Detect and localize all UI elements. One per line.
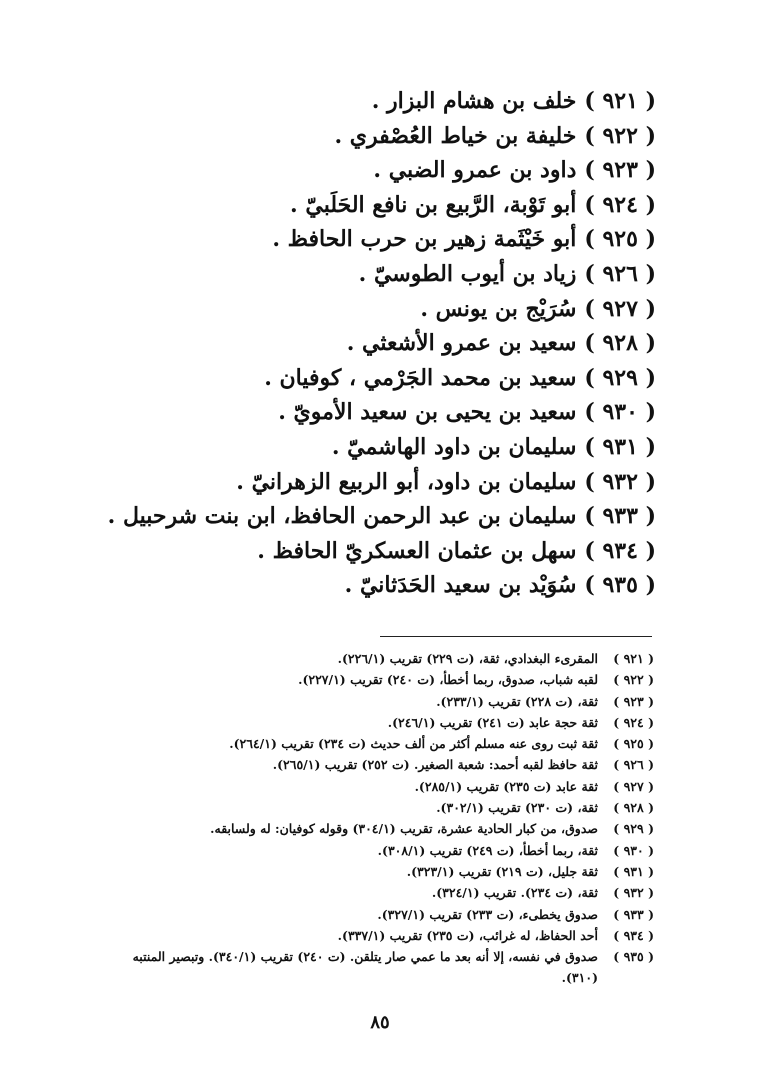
footnote-number: ( ٩٣٥ ) bbox=[613, 949, 654, 965]
entry-number: ( ٩٢٤ ) bbox=[584, 191, 656, 218]
footnote-text: ثقة، (ت ٢٣٠) تقريب (٣٠٢/١). bbox=[436, 800, 598, 816]
entry-number: ( ٩٢٦ ) bbox=[584, 260, 656, 287]
footnote bbox=[74, 840, 654, 861]
footnote-number: ( ٩٣١ ) bbox=[613, 863, 654, 879]
footnote-text: ثقة، (ت ٢٣٤). تقريب (٣٢٤/١). bbox=[431, 885, 598, 901]
footnote-continuation: (٣١٠). bbox=[561, 970, 598, 986]
entry-number: ( ٩٢٢ ) bbox=[584, 122, 656, 149]
footnote bbox=[74, 712, 654, 733]
entry-number: ( ٩٢٩ ) bbox=[584, 364, 656, 391]
page-number: ٨٥ bbox=[370, 1012, 390, 1033]
entry-text: سليمان بن داود، أبو الربيع الزهرانيّ . bbox=[236, 468, 577, 495]
footnote-text: ثقة، (ت ٢٢٨) تقريب (٢٣٣/١). bbox=[436, 693, 598, 709]
footnote bbox=[74, 776, 654, 797]
entry-number: ( ٩٣٥ ) bbox=[584, 572, 656, 599]
footnote bbox=[74, 797, 654, 818]
footnote-text: ثقة، ربما أخطأ، (ت ٢٤٩) تقريب (٣٠٨/١). bbox=[377, 842, 598, 858]
entry-number: ( ٩٣٣ ) bbox=[584, 503, 656, 530]
list-item bbox=[96, 257, 656, 292]
list-item bbox=[96, 188, 656, 223]
footnote-number: ( ٩٢١ ) bbox=[613, 651, 654, 666]
entry-text: سليمان بن عبد الرحمن الحافظ، ابن بنت شرحبيل . bbox=[107, 503, 577, 530]
entry-text: أبو خَيْثَمة زهير بن حرب الحافظ . bbox=[272, 226, 577, 253]
footnote-number: ( ٩٢٩ ) bbox=[613, 821, 654, 837]
entry-text: سعيد بن يحيى بن سعيد الأمويّ . bbox=[278, 399, 577, 426]
footnote-text: المقرىء البغدادي، ثقة، (ت ٢٢٩) تقريب (٢٢٦/١). bbox=[337, 651, 598, 666]
footnote-number: ( ٩٢٦ ) bbox=[613, 757, 654, 773]
footnote bbox=[74, 648, 654, 669]
entry-number: ( ٩٣٠ ) bbox=[584, 399, 656, 426]
footnote bbox=[74, 733, 654, 754]
footnote bbox=[74, 754, 654, 775]
footnote-text: صدوق في نفسه، إلا أنه بعد ما عمي صار يتلقن. (ت ٢٤٠) تقريب (٣٤٠/١). وتبصير المنتبه bbox=[132, 949, 598, 965]
list-item bbox=[96, 361, 656, 396]
entry-text: سعيد بن محمد الجَرْمي ، كوفيان . bbox=[264, 364, 577, 391]
footnote-text: صدوق يخطىء، (ت ٢٣٣) تقريب (٣٢٧/١). bbox=[377, 906, 598, 922]
entry-text: سهل بن عثمان العسكريّ الحافظ . bbox=[257, 537, 577, 564]
footnote-text: أحد الحفاظ، له غرائب، (ت ٢٣٥) تقريب (٣٣٧/١). bbox=[337, 927, 598, 943]
list-item bbox=[96, 430, 656, 465]
entry-number: ( ٩٢٣ ) bbox=[584, 157, 656, 184]
list-item bbox=[96, 395, 656, 430]
footnote-text: ثقة جليل، (ت ٢١٩) تقريب (٣٢٣/١). bbox=[406, 863, 598, 879]
entry-text: خليفة بن خياط العُصْفري . bbox=[334, 122, 577, 149]
entry-number: ( ٩٣٤ ) bbox=[584, 537, 656, 564]
footnote-number: ( ٩٢٤ ) bbox=[613, 714, 654, 730]
list-item bbox=[96, 292, 656, 327]
footnote bbox=[74, 946, 654, 986]
footnote-text: ثقة حافظ لقبه أحمد: شعبة الصغير. (ت ٢٥٢) تقريب (٢٦٥/١). bbox=[272, 757, 598, 773]
footnote-text: ثقة عابد (ت ٢٣٥) تقريب (٢٨٥/١). bbox=[414, 778, 598, 794]
entry-number: ( ٩٢٨ ) bbox=[584, 330, 656, 357]
footnote-text: لقبه شباب، صدوق، ربما أخطأ، (ت ٢٤٠) تقريب (٢٢٧/١). bbox=[298, 672, 598, 688]
footnote-number: ( ٩٣٠ ) bbox=[613, 842, 654, 858]
entry-text: سعيد بن عمرو الأشعثي . bbox=[346, 330, 577, 357]
entry-text: زياد بن أيوب الطوسيّ . bbox=[358, 260, 577, 287]
list-item bbox=[96, 326, 656, 361]
entry-number: ( ٩٢٧ ) bbox=[584, 295, 656, 322]
entry-text: داود بن عمرو الضبي . bbox=[373, 157, 577, 184]
list-item bbox=[96, 222, 656, 257]
entry-number: ( ٩٣٢ ) bbox=[584, 468, 656, 495]
footnote-divider bbox=[380, 636, 652, 637]
footnote bbox=[74, 861, 654, 882]
footnote-text: ثقة ثبت روى عنه مسلم أكثر من ألف حديث (ت ٢٣٤) تقريب (٢٦٤/١). bbox=[229, 736, 598, 752]
footnote-number: ( ٩٢٣ ) bbox=[613, 693, 654, 709]
list-item bbox=[96, 499, 656, 534]
list-item bbox=[96, 568, 656, 603]
footnote-text: ثقة حجة عابد (ت ٢٤١) تقريب (٢٤٦/١). bbox=[387, 714, 598, 730]
footnote-number: ( ٩٣٣ ) bbox=[613, 906, 654, 922]
footnote bbox=[74, 904, 654, 925]
list-item bbox=[96, 153, 656, 188]
list-item bbox=[96, 84, 656, 119]
list-item bbox=[96, 534, 656, 569]
footnote bbox=[74, 882, 654, 903]
entry-text: سليمان بن داود الهاشميّ . bbox=[331, 433, 577, 460]
list-item bbox=[96, 465, 656, 500]
footnote bbox=[74, 691, 654, 712]
footnote-number: ( ٩٢٥ ) bbox=[613, 736, 654, 752]
footnote-number: ( ٩٢٨ ) bbox=[613, 800, 654, 816]
footnote-number: ( ٩٢٧ ) bbox=[613, 778, 654, 794]
entry-text: أبو تَوْبة، الرَّبيع بن نافع الحَلَبيّ . bbox=[290, 191, 577, 218]
footnote bbox=[74, 818, 654, 839]
entry-number: ( ٩٢١ ) bbox=[584, 88, 656, 114]
footnote-number: ( ٩٣٤ ) bbox=[613, 927, 654, 943]
entry-text: خلف بن هشام البزار . bbox=[371, 88, 577, 114]
entry-number: ( ٩٣١ ) bbox=[584, 433, 656, 460]
entry-number: ( ٩٢٥ ) bbox=[584, 226, 656, 253]
entry-text: سُرَيْج بن يونس . bbox=[420, 295, 577, 322]
list-item bbox=[96, 119, 656, 154]
footnote-number: ( ٩٢٢ ) bbox=[613, 672, 654, 688]
footnote bbox=[74, 669, 654, 690]
footnote-number: ( ٩٣٢ ) bbox=[613, 885, 654, 901]
entry-text: سُوَيْد بن سعيد الحَدَثانيّ . bbox=[344, 572, 577, 599]
narrator-list bbox=[96, 84, 656, 603]
footnote bbox=[74, 925, 654, 946]
footnote-text: صدوق، من كبار الحادية عشرة، تقريب (٣٠٤/١) وقوله كوفيان: له ولسابقه. bbox=[210, 821, 598, 837]
footnotes bbox=[74, 648, 654, 986]
